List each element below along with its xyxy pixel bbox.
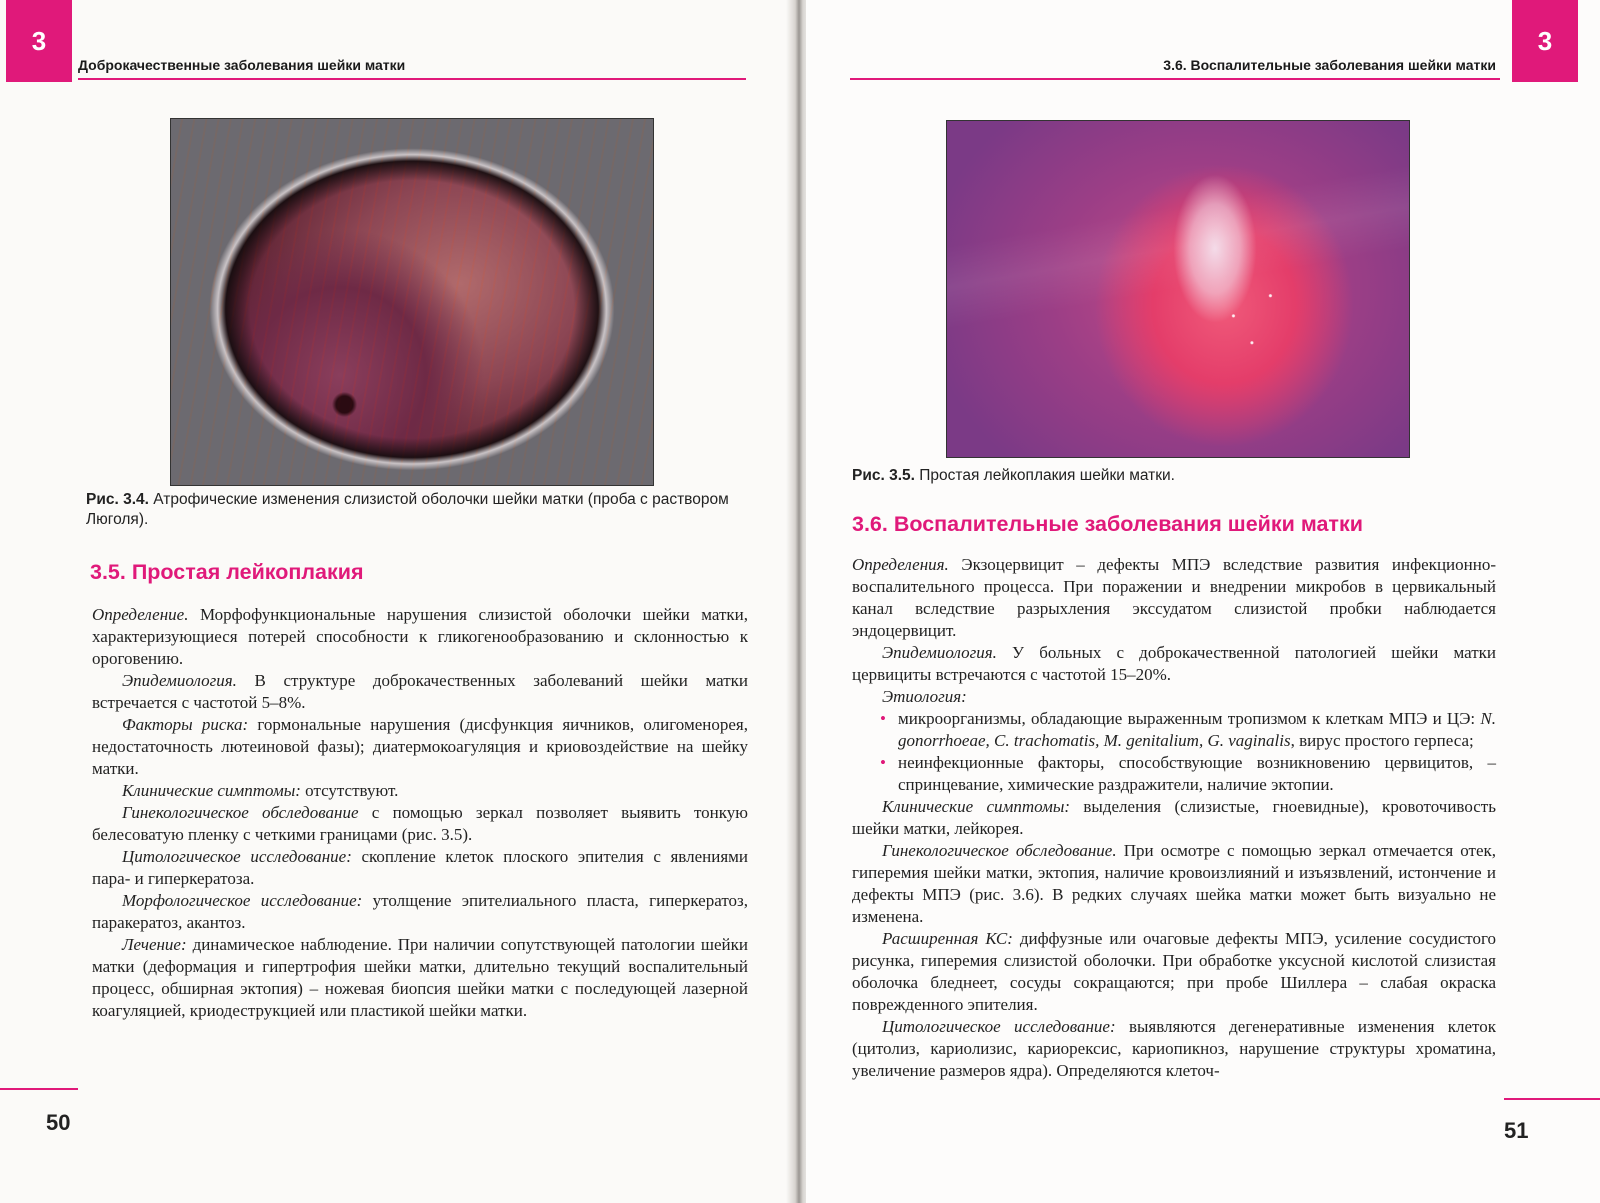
paragraph-text: утолщение эпителиального пласта, гиперкератоз, паракератоз, акантоз. (92, 891, 748, 932)
paragraph (852, 796, 1496, 840)
paragraph-text: скопление клеток плоского эпителия с явлениями пара- и гиперкератоза. (92, 847, 748, 888)
paragraph (92, 846, 748, 890)
paragraph-term: Расширенная КС: (882, 929, 1013, 948)
page-number: 51 (1504, 1118, 1529, 1143)
figure-caption (852, 466, 1502, 486)
paragraph-text: У больных с доброкачественной патологией шейки матки цервициты встречаются с частотой 15–20%. (852, 643, 1496, 684)
figure-caption-text: Атрофические изменения слизистой оболочки шейки матки (проба с раствором Люголя). (86, 491, 729, 528)
figure-caption (86, 490, 746, 530)
paragraph-term: Определение. (92, 605, 189, 624)
paragraph (92, 670, 748, 714)
footer-rule (1504, 1098, 1600, 1100)
species-names: N. gonorrhoeae, C. trachomatis, M. genitalium, G. vaginalis (898, 709, 1496, 750)
paragraph (92, 714, 748, 780)
paragraph-term: Клинические симптомы: (882, 797, 1071, 816)
paragraph-text: динамическое наблюдение. При наличии сопутствующей патологии шейки матки (деформация и гипертрофия шейки матки, длительно текущий воспалительный процесс, обширная эктопия) – ножевая биопсия шейки матки с последующей лазерной коагуляцией, криодеструкцией или пластикой шейки матки. (92, 935, 748, 1020)
epidemiology-paragraph (852, 642, 1496, 686)
paragraph-text: диффузные или очаговые дефекты МПЭ, усиление сосудистого рисунка, гиперемия слизистой оболочки. При обработке уксусной кислотой слизистая оболочка бледнеет, сосуды сокращаются; при пробе Шиллера – слабая окраска поврежденного эпителия. (852, 929, 1496, 1014)
list-item: • микроорганизмы, обладающие выраженным тропизмом к клеткам МПЭ и ЦЭ: N. gonorrhoeae, C. trachomatis, M. genitalium, G. vaginalis, вирус простого герпеса; (898, 708, 1496, 752)
header-rule (850, 78, 1500, 80)
paragraph-text: Морфофункциональные нарушения слизистой оболочки шейки матки, характеризующиеся потерей способности к гликогенообразованию и склонностью к ороговению. (92, 605, 748, 668)
paragraph-term: Гинекологическое обследование (122, 803, 359, 822)
section-title: 3.5. Простая лейкоплакия (90, 560, 364, 584)
footer-rule (0, 1088, 78, 1090)
paragraph (92, 890, 748, 934)
figure-label: Рис. 3.4. (86, 491, 149, 508)
paragraph-text: гормональные нарушения (дисфункция яичников, олигоменорея, недостаточность лютеиновой фазы); диатермокоагуляция и криовоздействие на шейку матки. (92, 715, 748, 778)
page-number: 50 (46, 1110, 71, 1135)
paragraph (92, 604, 748, 670)
paragraph-term: Морфологическое исследование: (122, 891, 363, 910)
paragraph-term: Цитологическое исследование: (882, 1017, 1116, 1036)
paragraph (92, 780, 748, 802)
paragraph-text: выделения (слизистые, гноевидные), кровоточивость шейки матки, лейкорея. (852, 797, 1496, 838)
chapter-tab (1512, 0, 1578, 82)
chapter-number: 3 (1537, 25, 1553, 56)
paragraph-term: Определения. (852, 555, 949, 574)
etiology-list (852, 708, 1496, 796)
definition-paragraph (852, 554, 1496, 642)
figure-photo (946, 120, 1410, 458)
paragraph-text: В структуре доброкачественных заболеваний шейки матки встречается с частотой 5–8%. (92, 671, 748, 712)
paragraph-term: Эпидемиология. (882, 643, 997, 662)
paragraph-term: Клинические симптомы: (122, 781, 301, 800)
paragraph-term: Эпидемиология. (122, 671, 237, 690)
paragraph-term: Лечение: (122, 935, 187, 954)
section-title: 3.6. Воспалительные заболевания шейки матки (852, 512, 1363, 536)
list-item: • неинфекционные факторы, способствующие возникновению цервицитов, – спринцевание, химические раздражители, наличие эктопии. (898, 752, 1496, 796)
running-head: Доброкачественные заболевания шейки матки (78, 57, 406, 73)
paragraph-term: Этиология: (882, 687, 967, 706)
figure-label: Рис. 3.5. (852, 467, 915, 484)
paragraph (852, 840, 1496, 928)
header-rule (78, 78, 746, 80)
body-text (852, 554, 1496, 1082)
chapter-tab (6, 0, 72, 82)
figure-caption-text: Простая лейкоплакия шейки матки. (919, 467, 1175, 484)
paragraph-term: Гинекологическое обследование. (882, 841, 1117, 860)
body-text (92, 604, 748, 1022)
paragraph-text: При осмотре с помощью зеркал отмечается отек, гиперемия шейки матки, эктопия, наличие кровоизлияний и изъязвлений, истончение и дефекты МПЭ (рис. 3.6). В редких случаях шейка матки может быть визуально не изменена. (852, 841, 1497, 926)
paragraph-text: выявляются дегенеративные изменения клеток (цитолиз, кариолизис, кариорексис, кариопикноз, нарушение структуры хроматина, увеличение размеров ядра). Определяются клеточ- (852, 1017, 1496, 1080)
right-page (806, 0, 1600, 1203)
etiology-heading (852, 686, 1496, 708)
paragraph-term: Цитологическое исследование: (122, 847, 352, 866)
paragraph (92, 934, 748, 1022)
paragraph (92, 802, 748, 846)
paragraph (852, 1016, 1496, 1082)
figure-photo (170, 118, 654, 486)
paragraph-term: Факторы риска: (122, 715, 249, 734)
paragraph-text: отсутствуют. (300, 781, 399, 800)
paragraph (852, 928, 1496, 1016)
running-head: 3.6. Воспалительные заболевания шейки матки (1163, 57, 1496, 73)
chapter-number: 3 (31, 25, 47, 56)
paragraph-text: с помощью зеркал позволяет выявить тонкую белесоватую пленку с четкими границами (рис. 3.5). (92, 803, 749, 844)
paragraph-text: Экзоцервицит – дефекты МПЭ вследствие развития инфекционно-воспалительного процесса. При поражении и внедрении микробов в цервикальный канал вследствие разрыхления экссудатом слизистой пробки наблюдается эндоцервицит. (852, 555, 1496, 640)
